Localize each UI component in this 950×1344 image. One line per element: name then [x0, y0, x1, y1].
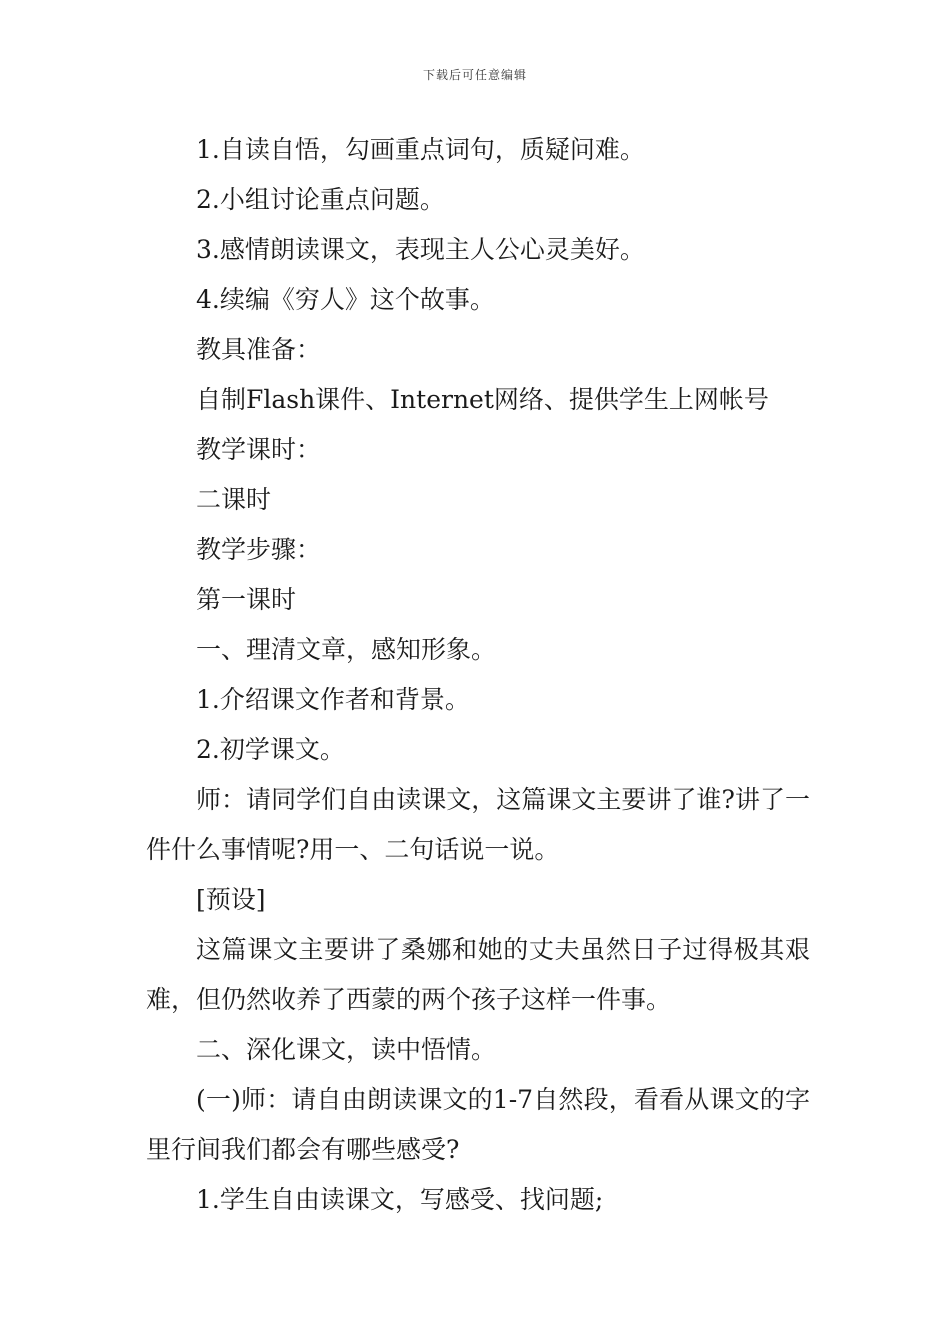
paragraph-step-1-1: 1.介绍课文作者和背景。 [196, 685, 470, 714]
page-header: 下载后可任意编辑 [422, 68, 527, 82]
step-heading-1: 一、理清文章，感知形象。 [196, 635, 497, 664]
paragraph-class-hours: 二课时 [196, 485, 272, 514]
section-heading-class-hours: 教学课时： [196, 435, 322, 464]
paragraph-objective-1: 1.自读自悟，勾画重点词句，质疑问难。 [196, 135, 645, 164]
paragraph-preset-answer: 这篇课文主要讲了桑娜和她的丈夫虽然日子过得极其艰难，但仍然收养了西蒙的两个孩子这样一件事。 [146, 935, 810, 1014]
section-heading-teaching-aids: 教具准备： [196, 335, 322, 364]
paragraph-preset-label: [预设] [196, 885, 266, 914]
paragraph-teaching-aids: 自制Flash课件、Internet网络、提供学生上网帐号 [196, 385, 769, 414]
paragraph-step-2-1: 1.学生自由读课文，写感受、找问题; [196, 1185, 604, 1214]
step-heading-2: 二、深化课文，读中悟情。 [196, 1035, 497, 1064]
paragraph-teacher-question: 师：请同学们自由读课文，这篇课文主要讲了谁?讲了一件什么事情呢?用一、二句话说一说。 [146, 785, 810, 864]
subheading-first-lesson: 第一课时 [196, 585, 297, 614]
paragraph-objective-2: 2.小组讨论重点问题。 [196, 185, 445, 214]
paragraph-objective-3: 3.感情朗读课文，表现主人公心灵美好。 [196, 235, 645, 264]
paragraph-step-1-2: 2.初学课文。 [196, 735, 345, 764]
document-body [146, 125, 810, 1225]
paragraph-objective-4: 4.续编《穷人》这个故事。 [196, 285, 495, 314]
section-heading-teaching-steps: 教学步骤： [196, 535, 322, 564]
paragraph-step-2-question: (一)师：请自由朗读课文的1-7自然段，看看从课文的字里行间我们都会有哪些感受? [146, 1085, 810, 1164]
